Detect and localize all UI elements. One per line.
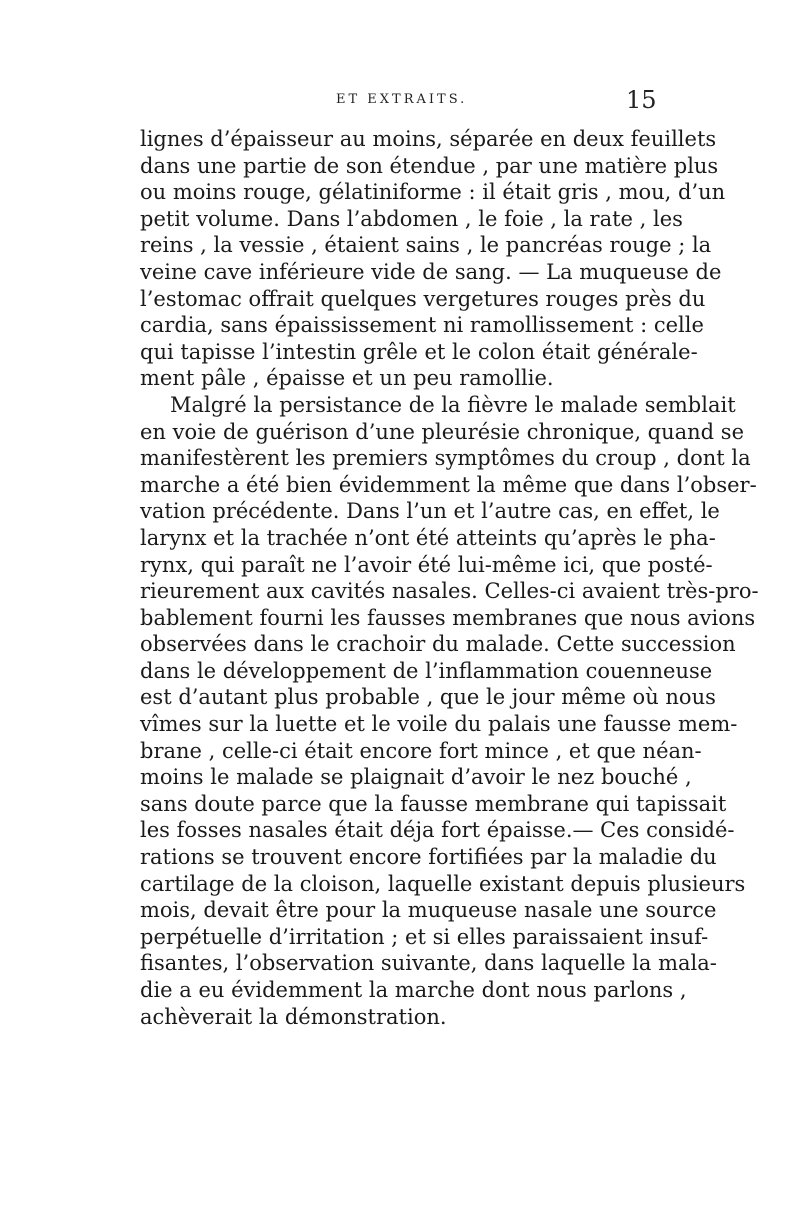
text-line: cartilage de la cloison, laquelle existant depuis plusieurs [140,871,746,896]
text-line: manifestèrent les premiers symptômes du croup , dont la [140,446,751,471]
text-line: observées dans le crachoir du malade. Cette succession [140,632,736,657]
text-line: vîmes sur la luette et le voile du palais une fausse mem- [140,712,738,737]
text-line: lignes d’épaisseur au moins, séparée en deux feuillets [140,127,717,151]
text-line: rieurement aux cavités nasales. Celles-ci avaient très-pro- [140,579,759,604]
text-line: vation précédente. Dans l’un et l’autre cas, en effet, le [140,499,720,524]
page-number: 15 [626,86,657,114]
body-text [140,126,759,1030]
text-line: mois, devait être pour la muqueuse nasale une source [140,898,717,923]
text-line: rynx, qui paraît ne l’avoir été lui-même ici, que posté- [140,552,713,577]
text-line: cardia, sans épaississement ni ramollissement : celle [140,313,704,338]
text-line: les fosses nasales était déja fort épaisse.— Ces considé- [140,818,735,843]
paragraph-end-line: achèverait la démonstration. [140,1004,447,1029]
text-line: rations se trouvent encore fortifiées par la maladie du [140,845,717,870]
text-line: veine cave inférieure vide de sang. — La muqueuse de [140,259,722,284]
running-head: ET EXTRAITS. [336,92,468,107]
text-line: larynx et la trachée n’ont été atteints qu’après le pha- [140,525,716,550]
text-line: marche a été bien évidemment la même que dans l’obser- [140,472,757,497]
text-line: die a eu évidemment la marche dont nous parlons , [140,978,687,1002]
text-line: brane , celle-ci était encore fort mince , et que néan- [140,738,702,763]
text-line: moins le malade se plaignait d’avoir le nez bouché , [140,765,692,790]
text-line: en voie de guérison d’une pleurésie chronique, quand se [140,419,745,444]
paragraph-start-line: Malgré la persistance de la fièvre le malade semblait [170,392,736,417]
text-line: dans une partie de son étendue , par une matière plus [140,153,719,178]
text-line: qui tapisse l’intestin grêle et le colon était générale- [140,339,698,364]
text-line: bablement fourni les fausses membranes que nous avions [140,605,756,630]
text-line: est d’autant plus probable , que le jour même où nous [140,685,716,710]
text-line: ou moins rouge, gélatiniforme : il était gris , mou, d’un [140,180,726,205]
text-line: perpétuelle d’irritation ; et si elles paraissaient insuf- [140,924,709,949]
text-line: petit volume. Dans l’abdomen , le foie , la rate , les [140,206,683,231]
text-line: fisantes, l’observation suivante, dans laquelle la mala- [140,951,717,976]
paragraph-end-line: ment pâle , épaisse et un peu ramollie. [140,366,554,391]
text-line: dans le développement de l’inflammation couenneuse [140,658,713,683]
text-line: sans doute parce que la fausse membrane qui tapissait [140,791,727,816]
text-line: l’estomac offrait quelques vergetures rouges près du [140,286,706,311]
text-line: reins , la vessie , étaient sains , le pancréas rouge ; la [140,233,712,258]
